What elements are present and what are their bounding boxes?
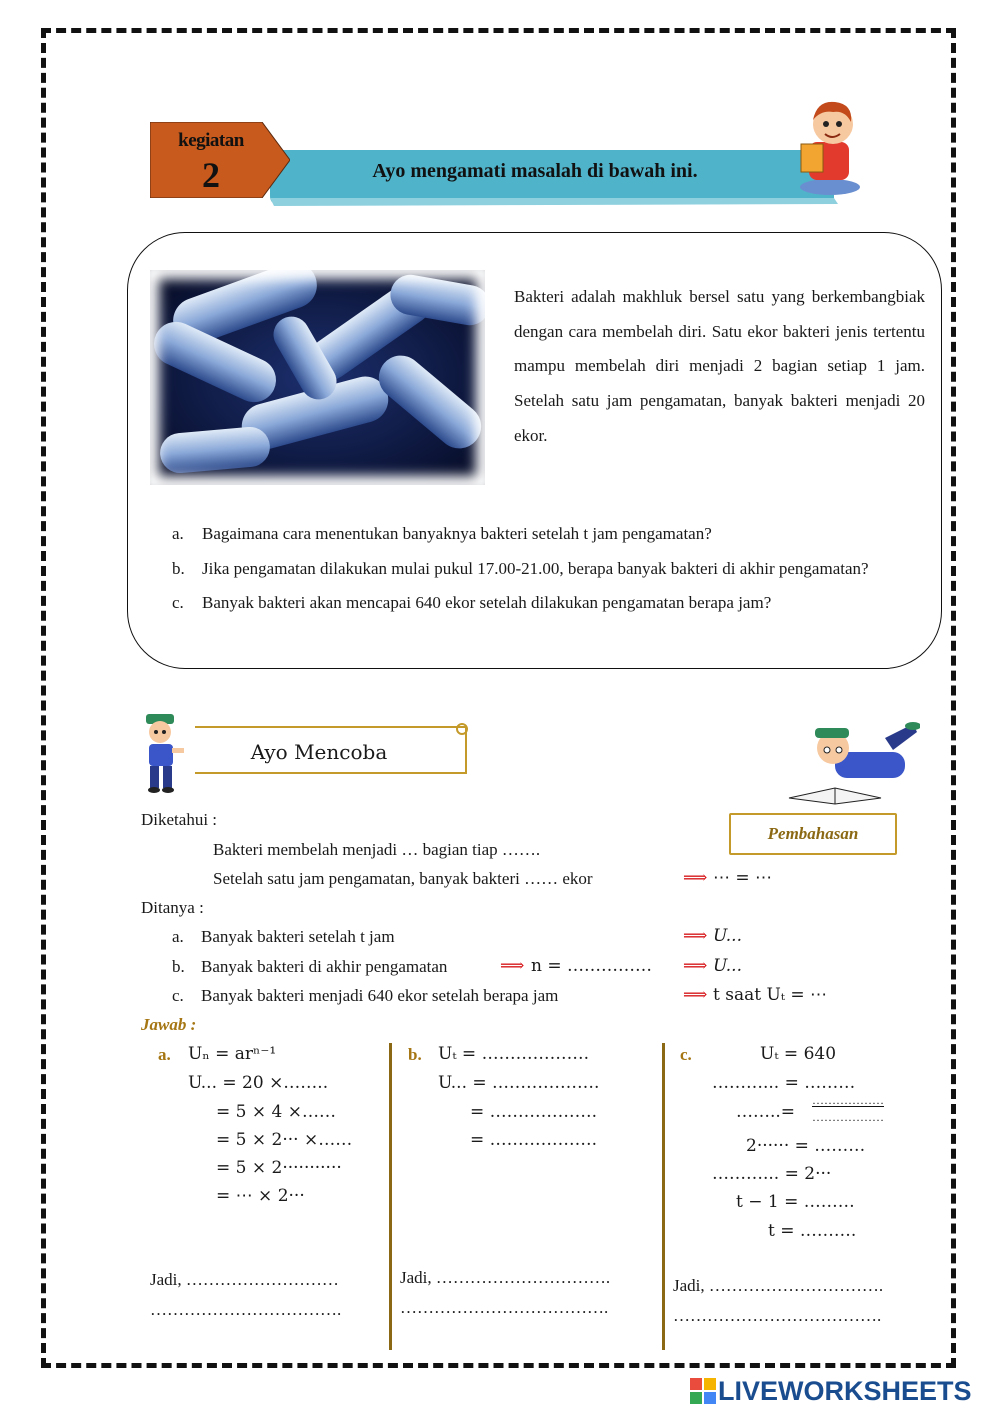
answer-a-line: Uₙ = arⁿ⁻¹ [188,1044,277,1064]
liveworksheets-watermark: LIVEWORKSHEETS [718,1376,972,1406]
answer-c-line: 2······ = ……… [746,1136,866,1156]
bacteria-image [150,270,485,485]
answer-b-line: Uₜ = ………………. [438,1044,589,1064]
answer-a-line: = ⋯ × 2··· [216,1186,305,1206]
answer-a-line: = 5 × 2··········· [216,1158,342,1178]
answer-c-line: Uₜ = 640 [760,1044,837,1064]
implies-arrow-icon: ⟹ [683,985,708,1004]
asked-mid: n = …………… [531,956,653,976]
question-item [172,517,915,552]
problem-paragraph: Bakteri adalah makhluk bersel satu yang berkembangbiak dengan cara membelah diri. Satu ekor bakteri jenis tertentu mampu membelah diri menjadi 2 bagian setiap 1 jam. Setelah satu jam pengamatan, banyak bakteri menjadi 20 ekor. [514,287,925,445]
answer-a-line: = 5 × 4 ×…… [216,1102,336,1122]
answer-c-line: ……..= [736,1102,796,1122]
header-title: Ayo mengamati masalah di bawah ini. [372,160,698,182]
scroll-curl-icon [455,722,469,736]
answer-c-letter: c. [680,1045,692,1064]
answer-c-conclusion-2: ………………………………. [673,1306,882,1325]
boy-reading-icon [795,92,865,197]
question-text: Jika pengamatan dilakukan mulai pukul 17.00-21.00, berapa banyak bakteri di akhir pengamatan? [202,558,869,578]
answer-c-line: t − 1 = ……… [736,1192,855,1212]
liveworksheets-logo-icon [690,1378,716,1404]
implies-arrow-icon: ⟹ [683,926,708,945]
answer-a-conclusion: Jadi, ……………………… [150,1270,339,1289]
answer-b-letter: b. [408,1045,422,1064]
implies-arrow-icon: ⟹ [500,956,525,975]
answer-a-line: = 5 × 2··· ×…… [216,1130,353,1150]
question-text: Bagaimana cara menentukan banyaknya bakteri setelah t jam pengamatan? [202,524,712,543]
question-text: Banyak bakteri akan mencapai 640 ekor setelah dilakukan pengamatan berapa jam? [202,593,772,613]
answer-c-line: ………... = 2··· [712,1164,832,1184]
implies-arrow-icon: ⟹ [683,868,708,887]
answer-c-line: t = ………. [768,1221,857,1241]
ayo-mencoba-label: Ayo Mencoba [250,740,388,764]
kegiatan-number: 2 [202,155,220,195]
question-list [172,517,915,621]
answer-c-fraction-bottom: ……………… [812,1110,884,1124]
answer-c-line: ………... = ……… [712,1073,856,1093]
column-divider [662,1043,665,1350]
asked-symbol: U... [713,926,742,946]
known-result: ⋯ = ⋯ [713,868,773,888]
answer-a-line: U... = 20 ×…….. [188,1073,329,1093]
asked-letter: c. [172,986,184,1005]
column-divider [389,1043,392,1350]
known-line-2: Setelah satu jam pengamatan, banyak bakteri …… ekor [213,869,593,888]
pembahasan-label: Pembahasan [729,813,897,855]
question-item [172,586,915,621]
question-item [172,552,915,587]
asked-symbol: t saat Uₜ = ⋯ [713,985,828,1005]
boy-lying-reading-icon [785,718,920,808]
implies-arrow-icon: ⟹ [683,956,708,975]
answer-c-fraction-top: ……………… [812,1093,884,1107]
asked-text: Banyak bakteri setelah t jam [201,927,395,946]
answer-a-letter: a. [158,1045,171,1064]
question-letter: a. [172,524,184,543]
question-letter: b. [172,558,185,578]
question-letter: c. [172,593,184,613]
asked-text: Banyak bakteri di akhir pengamatan [201,957,448,976]
boy-pointing-icon [138,712,186,794]
known-label: Diketahui : [141,810,218,829]
asked-text: Banyak bakteri menjadi 640 ekor setelah berapa jam [201,986,559,1005]
known-line-1: Bakteri membelah menjadi … bagian tiap ……. [213,840,541,859]
answer-b-line: = ………………. [470,1130,598,1150]
answer-c-conclusion: Jadi, …………………………. [673,1276,884,1295]
answer-a-conclusion-2: ……………………………. [150,1300,342,1319]
answer-b-line: = ………………. [470,1102,598,1122]
asked-letter: a. [172,927,184,946]
asked-symbol: U... [713,956,742,976]
answer-label: Jawab : [141,1015,197,1034]
answer-b-conclusion: Jadi, …………………………. [400,1268,611,1287]
asked-letter: b. [172,957,185,976]
asked-label: Ditanya : [141,898,204,917]
answer-b-conclusion-2: ………………………………. [400,1298,609,1317]
answer-b-line: U... = ………………. [438,1073,600,1093]
kegiatan-label: kegiatan [178,130,244,151]
